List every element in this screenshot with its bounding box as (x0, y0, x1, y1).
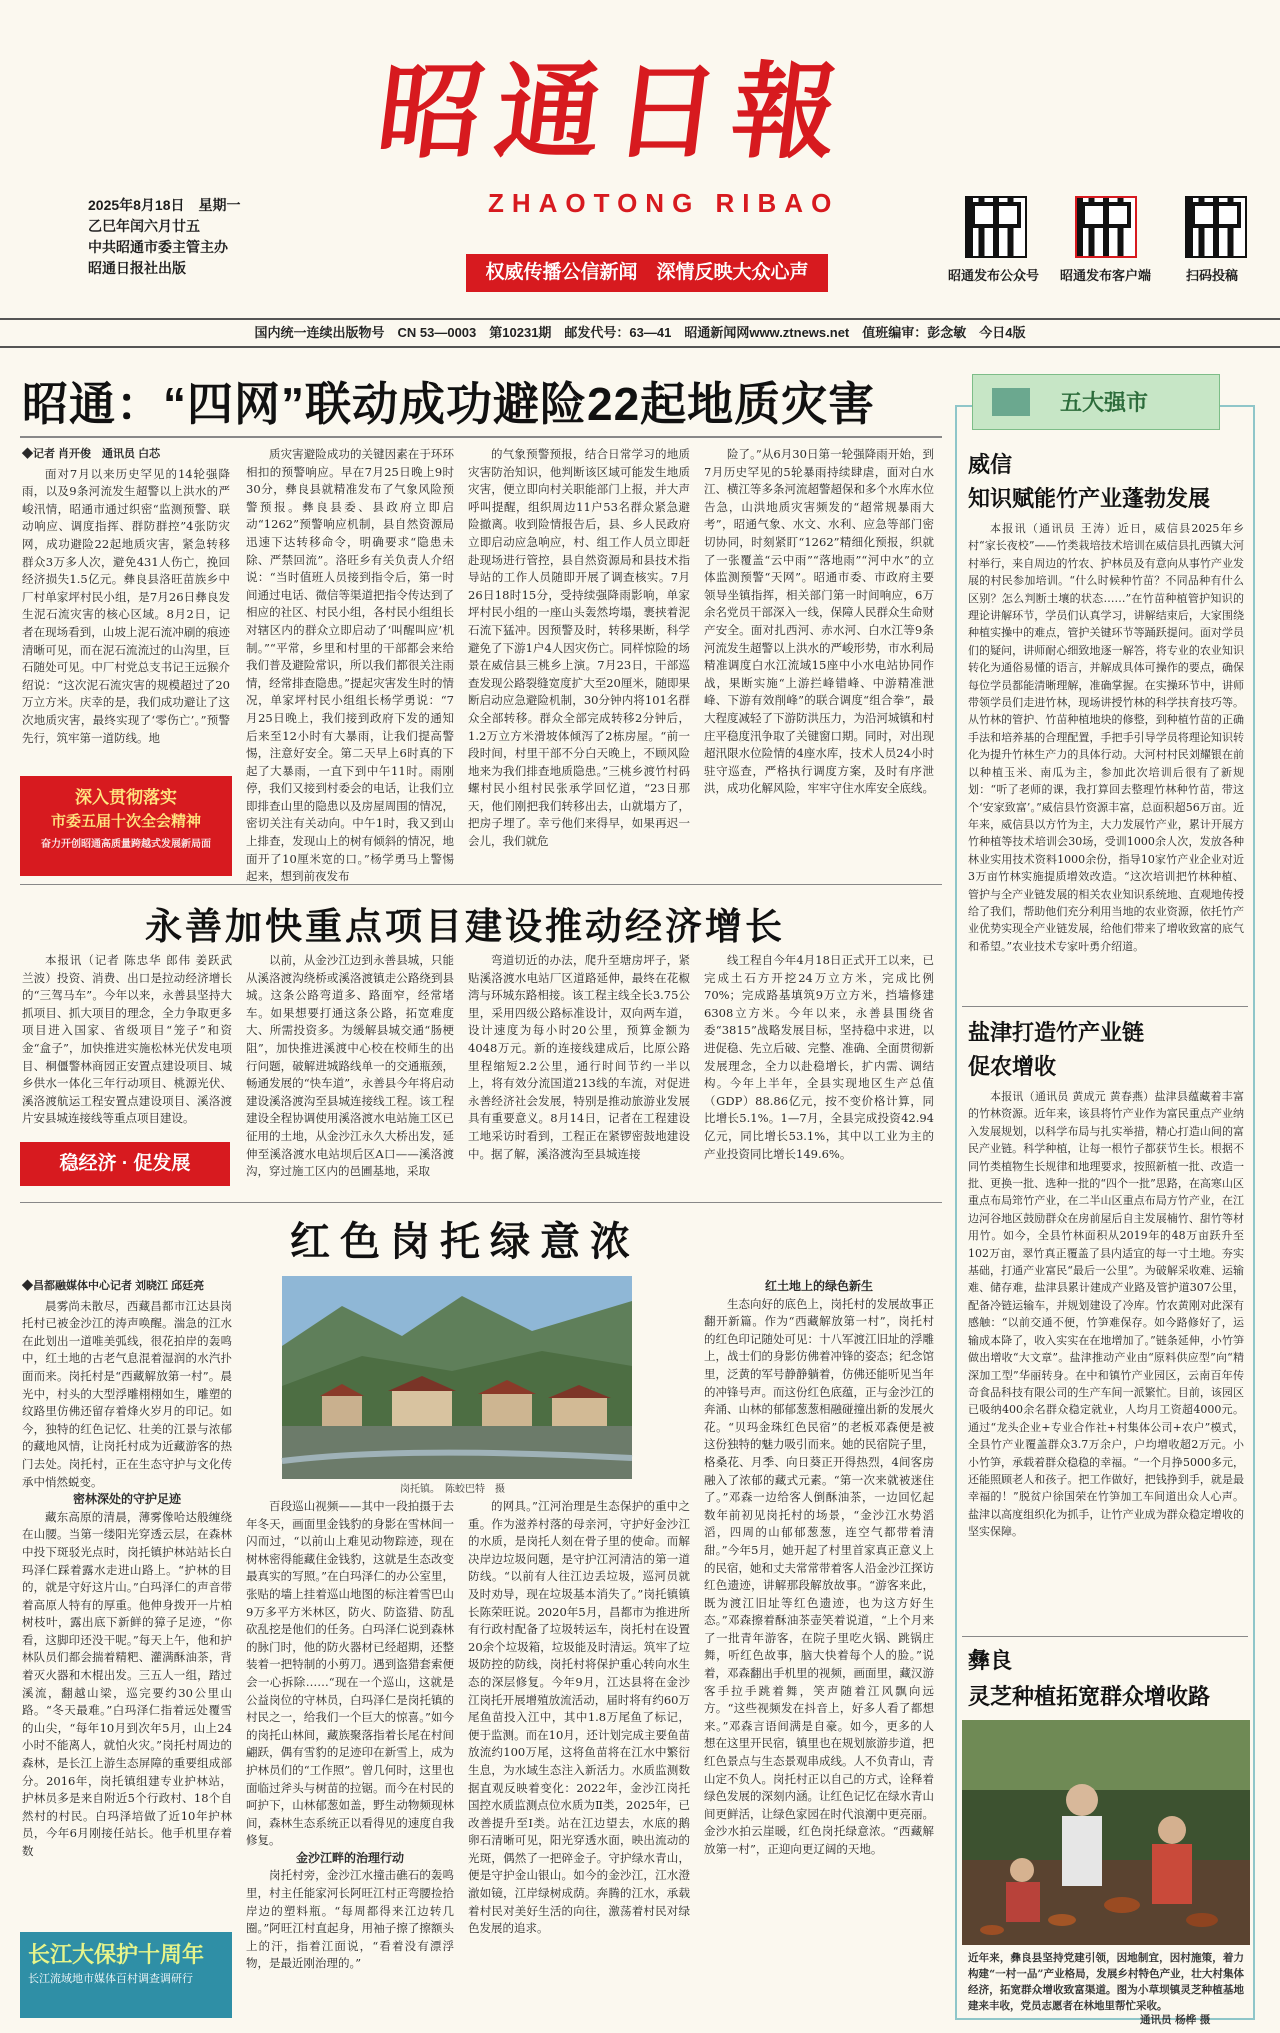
headline-article3[interactable]: 红色岗托绿意浓 (290, 1220, 640, 1264)
date-line: 2025年8月18日 星期一 (88, 197, 241, 213)
byline: ◆记者 肖开俊 通讯员 白芯 (22, 448, 161, 460)
sidebar-art1-title[interactable]: 知识赋能竹产业蓬勃发展 (968, 486, 1211, 511)
promo-box-congress[interactable] (20, 776, 232, 876)
headline-article1[interactable]: 昭通：“四网”联动成功避险22起地质灾害 (22, 378, 876, 430)
promo-line: 市委五届十次全会精神 (50, 813, 201, 830)
photo-lingzhi-harvest[interactable] (962, 1720, 1250, 1945)
subheading: 红土地上的绿色新生 (764, 1279, 873, 1293)
building-icon (992, 388, 1030, 416)
article1-col4 (704, 446, 934, 876)
article1-col1 (22, 446, 230, 762)
sidebar-art1-text (968, 520, 1244, 998)
qr-label: 昭通发布客户端 (1060, 268, 1152, 283)
photo-caption: 岗托镇。 陈蛟巴特 摄 (400, 1484, 505, 1495)
article2-col4 (704, 952, 934, 1194)
promo-line: 深入贯彻落实 (75, 788, 177, 807)
headline-article2[interactable]: 永善加快重点项目建设推动经济增长 (145, 906, 785, 947)
sidebar-art2-title[interactable]: 促农增收 (968, 1054, 1057, 1079)
promo-box-economy[interactable]: 稳经济 · 促发展 (20, 1142, 230, 1186)
article-text: 面对7月以来历史罕见的14轮强降雨，以及9条河流发生超警以上洪水的严峻汛情，昭通市通过织密“监测预警、联动响应、调度指挥、群防群控”4张防灾网，成功避险22起地质灾害，紧急转移群众3万多人次，避免431人伤亡，挽回经济损失1.5亿元。彝良县洛旺苗族乡中厂村单家坪村民小组，是7月26日彝良发生泥石流灾害的核心区域。8月2日，记者在现场看到，山坡上泥石流冲刷的痕迹清晰可见，而在泥石流流过的山沟里，巨石随处可见。中厂村党总支书记王远猴介绍说：“这次泥石流灾害的规模超过了20万立方米。庆幸的是，我们成功避让了这次地质灾害，最终实现了‘零伤亡’。”预警先行，筑牢第一道防线。地 (22, 466, 230, 745)
qr-code-icon[interactable] (1075, 196, 1137, 258)
qr-label: 扫码投稿 (1186, 268, 1239, 283)
article-text: 晨雾尚未散尽，西藏昌都市江达县岗托村已被金沙江的涛声唤醒。湍急的江水在此划出一道唯美弧线，很花拍岸的轰鸣中，红土地的古老气息混着湿润的水汽扑面而来。岗托村是“西藏解放第一村”。晨光中，村头的大型浮雕栩栩如生，雕塑的纹路里仿佛还留存着烽火岁月的印记。如今，独特的红色记忆、壮美的江景与浓郁的藏地风情，让岗托村成为近藏游客的热门去处。岗托村，正在生态守护与文化传承中悄然蜕变。 (22, 1298, 232, 1489)
article-text: 以前，从金沙江边到永善县城，只能从溪洛渡沟绕桥或溪洛渡镇走公路绕到县城。这条公路弯道多、路面窄，经常堵车。如果想要打通这条公路，拓宽难度大、所需投资多。为缓解县城交通“肠梗阻”，加快推进溪渡中心校在校师生的出行问题，破解进城路线单一的交通瓶颈，畅通发展的“快车道”，永善县今年将启动建设溪洛渡沟至县城连接线工程。该工程建设全程协调使用溪洛渡水电站施工区已征用的土地，从金沙江永久大桥出发，延伸至溪洛渡水电站坝后区A口——溪洛渡沟，穿过施工区内的邑圃基地，采取 (246, 953, 454, 1179)
article3-col3 (468, 1498, 690, 2018)
article3-col4 (704, 1278, 934, 2018)
article2-col2 (246, 952, 454, 1194)
publisher-line: 昭通日报社出版 (88, 260, 186, 276)
divider (962, 1636, 1248, 1637)
divider (20, 436, 942, 438)
article-text: 岗托村旁，金沙江水撞击礁石的轰鸣里，村主任能家河长阿旺江村正弯腰捡拾岸边的塑料瓶。“每周都得来江边转几圈。”阿旺江村直起身，用袖子擦了擦额头上的汗，指着江面说，“看着没有漂浮物，是最近刚治理的。” (246, 1868, 454, 1971)
lingzhi-photo-image (962, 1720, 1250, 1945)
promo-box-yangtze[interactable] (20, 1932, 232, 2018)
village-photo-image (282, 1276, 632, 1479)
article-text: 百段巡山视频——其中一段拍摄于去年冬天，画面里金钱豹的身影在雪林间一闪而过，“以前山上难见动物踪迹，现在树林密得能藏住金钱豹，这就是生态改变最真实的写照。”在白玛泽仁的办公室里，张贴的墙上挂着巡山地图的标注着雪巴山9万多平方米林区，防火、防盗猎、防乱砍乱挖是他们的任务。白玛泽仁说到森林的脉门时，他的防火器材已经超期，还整装着一把特制的小剪刀。遇到盗猎套索便会一心拆除……“现在一个巡山，这就是公益岗位的守林员，白玛泽仁是岗托镇的村民之一，给我们一个巨大的惊喜。”如今的岗托山林间，藏族聚落指着长尾在村间翩跃，偶有雪豹的足迹印在新雪上，成为护林员们的“工作照”。曾几何时，这里也面临过斧头与树苗的拉锯。而今在村民的呵护下，山林郁葱如盖，野生动物频现林间，森林生态系统正以看得见的速度自我修复。 (246, 1499, 454, 1848)
sidebar-art1-place: 威信 (968, 452, 1013, 477)
sponsor-line: 中共昭通市委主管主办 (88, 239, 228, 255)
slogan-banner: 权威传播公信新闻 深情反映大众心声 (466, 254, 828, 292)
article1-col3 (468, 446, 690, 876)
qr-code-icon[interactable] (965, 196, 1027, 258)
article2-col3 (468, 952, 690, 1194)
article2-col1 (22, 952, 232, 1132)
subheading: 密林深处的守护足迹 (72, 1492, 181, 1507)
sidebar-art2-text (968, 1088, 1244, 1628)
article-text: 生态向好的底色上，岗托村的发展故事正翻开新篇。作为“西藏解放第一村”，岗托村的红色印记随处可见：十八军渡江旧址的浮雕上，战士们的身影仿佛着冲锋的姿态；纪念馆里，泛黄的军号静静躺着，仿佛还能听见当年的冲锋号声。而这份红色底蕴，正与金沙江的奔涌、山林的郁郁葱葱相融碰撞出新的发展火花。“贝玛金珠红色民宿”的老板邓森便是被这份独特的魅力吸引而来。她的民宿院子里，格桑花、月季、向日葵正开得热烈，4间客房融入了浓郁的藏式元素。“第一次来就被迷住了。”邓森一边给客人倒酥油茶，一边回忆起数年前初见岗托村的场景，“金沙江水势滔滔，四周的山郁郁葱葱，连空气都带着清甜。”今年5月，她开起了村里首家真正意义上的民宿，她和丈夫常常带着客人沿金沙江探访红色遗迹，讲解那段解放故事。“游客来此，既为渡江旧址等红色遗迹，也为这方好生态。”邓森擦着酥油茶壶笑着说道，“上个月来了一批青年游客，在院子里吃火锅、跳锅庄舞，听红色故事，脑大快着每个人的脸。”说着，邓森翻出手机里的视频，画面里，藏汉游客手拉手跳着舞，笑声随着江风飘向远方。“这些视频发在抖音上，好多人看了都想来。”邓森言语间满是自豪。如今，更多的人想在这里开民宿，镇里也在规划旅游步道，把红色景点与生态景观串成线。人不负青山，青山定不负人。岗托村正以自己的方式，诠释着绿色发展的深刻内涵。让红色记忆在绿水青山间更鲜活，让绿色家园在时代浪潮中更亮丽。金沙水拍云崖暖，红色岗托绿意浓。“西藏解放第一村”，正迎向更辽阔的天地。 (704, 1296, 934, 1856)
article-text: 本报讯（通讯员 黄成元 黄春燕）盐津县蕴藏着丰富的竹林资源。近年来，该县将竹产业作为富民重点产业纳入发展规划，以科学布局与扎实举措，精心打造山间的富民产业链。科学种植，让每一根竹子都获节生长。根据不同竹类植物生长规律和地理要求，按照新植一批、改造一批、更换一批、选种一批的“四个一批”思路，在高寒山区重点布局筇竹产业，在二半山区重点布局方竹产业，在江边河谷地区鼓励群众在房前屋后自主发展楠竹、甜竹等材用竹。如今，全县竹林面积从2019年的48万亩跃升至102万亩，翠竹真正覆盖了县内适宜的每一寸土地。夯实基础，打通产业富民“最后一公里”。为破解采收难、运输难、储存难，盐津县累计建成产业路及管护道307公里，配备冷链运输车，并规划建设了冷库。竹农黄刚对此深有感触：“以前交通不便，竹笋难保存。如今路修好了，运输成本降了，收入实实在在地增加了。”链条延伸，小竹笋做出增收“大文章”。盐津推动产业由“原料供应型”向“精深加工型”华丽转身。在中和镇竹产业园区，云南百年传奇食品科技有限公司的生产车间一派繁忙。目前，该园区已吸纳400余名群众稳定就业，人均月工资超4000元。通过“龙头企业+专业合作社+村集体公司+农户”模式，全县竹产业覆盖群众3.7万余户，户均增收超2万元。小小竹笋，承载着群众稳稳的幸福。“一个月挣5000多元，还能照顾老人和孩子。把工作做好，把钱挣到手，就是最幸福的！”脱贫户徐国荣在竹笋加工车间道出众人心声。盐津以高度组织化为抓手，让竹产业成为群众稳定增收的坚实保障。 (968, 1090, 1244, 1539)
caption-text: 近年来，彝良县坚持党建引领，因地制宜，因村施策，着力构建“一村一品”产业格局，发展乡村特色产业，壮大村集体经济，拓宽群众增收致富渠道。图为小草坝镇灵芝种植基地建来丰收，党员志愿者在林地里帮忙采收。 (968, 1952, 1244, 2012)
sidebar-art3-place: 彝良 (968, 1648, 1013, 1673)
article1-col2 (246, 446, 454, 884)
article-text: 的气象预警预报，结合日常学习的地质灾害防治知识，他判断该区域可能发生地质灾害，便立即向村关职能部门上报，并大声呼叫提醒，组织周边11户53名群众紧急避险撤离。收到险情报告后，县、乡人民政府立即启动应急响应，村、组工作人员立即赶赴现场进行管控，县自然资源局和县技术指导站的工作人员随即开展了调查核实。7月26日18时15分，受持续强降雨影响，单家坪村民小组的一座山头轰然垮塌，裹挟着泥石流下猛冲。因预警及时，转移果断，科学避免了下游1户4人因灾伤亡。同样惊险的场景在威信县三桃乡上演。7月23日，干部巡查发现公路裂缝宽度扩大至20厘米，随即果断启动应急避险机制，30分钟内将101名群众全部转移。群众全部完成转移2分钟后，1.2万立方米滑坡体倾泻了2栋房屋。“前一段时间，村里干部不分白天晚上，不顾风险地来为我们排查地质隐患。”三桃乡渡竹村码螺村民小组村民张承学回忆道，“23日那天，他们刚把我们转移出去，山就塌方了，把房子埋了。幸亏他们来得早，如果再迟一会儿，我们就危 (468, 447, 690, 849)
article-text: 险了。”从6月30日第一轮强降雨开始，到7月历史罕见的5轮暴雨持续肆虐，面对白水江、横江等多条河流超警超保和多个水库水位告急，山洪地质灾害频发的“超常规暴雨大考”，昭通气象、水文、水利、应急等部门密切协同，时刻紧盯“1262”精细化预报，织就了一张覆盖“云中雨”“落地雨”“河中水”的立体监测预警“天网”。昭通市委、市政府主要领导坐镇指挥，相关部门第一时间响应，6万余名党员干部深入一线，保障人民群众生命财产安全。面对扎西河、赤水河、白水江等9条河流发生超警以上洪水的严峻形势，市水利局精准调度白水江流域15座中小水电站协同作战，果断实施“上游拦峰错峰、中游精准泄峰、下游有效削峰”的联合调度“组合拳”，最大程度减轻了下游防洪压力，为沿河城镇和村庄平稳度汛争取了关键窗口期。同时，对出现超汛限水位险情的4座水库，技术人员24小时驻守巡查，严格执行调度方案，及时有序泄洪，成功化解风险，牢牢守住水库安全底线。 (704, 447, 934, 796)
divider (20, 884, 942, 885)
sidebar-art3-caption (968, 1950, 1244, 2014)
sidebar-art3-title[interactable]: 灵芝种植拓宽群众增收路 (968, 1684, 1211, 1709)
newspaper-pinyin: ZHAOTONG RIBAO (488, 188, 840, 218)
sidebar-header-title: 五大强市 (1060, 390, 1149, 416)
promo-subtitle: 长江流域地市媒体百村调查调研行 (28, 1973, 193, 1985)
qr-code-icon[interactable] (1185, 196, 1247, 258)
issue-info (88, 195, 241, 279)
article-text: 本报讯（记者 陈忠华 郎伟 姜跃武 兰波）投资、消费、出口是拉动经济增长的“三驾马车”。今年以来，永善县坚持大抓项目、抓大项目的理念，全力争取更多项目进入国家、省级项目“笼子”和资金“盒子”，加快推进实施松林光伏发电项目、桐僵警林商园正安置点建设项目、城乡供水一体化三年行动项目、桃源光伏、溪洛渡航运工程安置点建设项目、溪洛渡片安县城连接线等重点项目建设。 (22, 953, 232, 1126)
photo-credit: 通讯员 杨桦 摄 (1140, 2014, 1211, 2026)
divider (962, 1006, 1248, 1007)
article-text: 本报讯（通讯员 王涛）近日，威信县2025年乡村“家长夜校”——竹类栽培技术培训在威信县扎西镇大河村举行，来自周边的竹农、护林员及有意向从事竹产业发展的村民参加培训。“什么时候种竹苗？不同品种有什么区别？怎么判断土壤的状态……”在竹苗种植管护知识的理论讲解环节，学员们认真学习，讲解结束后，大家围绕种植实操中的难点，管护关键环节等踊跃提问。面对学员们的疑问，讲师耐心细致地逐一解答，将专业的农业知识转化为通俗易懂的语言，并解成具体可操作的要点，确保每位学员都能清晰理解，准确掌握。在实操环节中，讲师带领学员们走进竹林，现场讲授竹林的科学扶育技巧等。从竹林的管护、竹苗种植地块的修整，到种植竹苗的正确手法和培养基的合理配置，手把手引导学员将理论知识转化为提升竹林生产力的具体行动。大河村村民刘耀银在前以种植玉米、南瓜为主，参加此次培训后很有了新规划：“听了老师的课，我打算回去整理竹林种竹苗，带这个‘安家致富’。”威信县竹资源丰富，总面积超56万亩。近年来，威信县以方竹为主，大力发展竹产业，累计开展方竹种植等技术培训会30场，受训1000余人次，发放各种林业实用技术资料1000余份，指导10家竹产业企业对近3万亩竹林实施提质增效改造。“这次培训把竹林种植、管护与全产业链发展的相关农业知识系统地、直观地传授给了我们，帮助他们充分利用当地的农业资源，依托竹产业优势实现全产业链发展，给他们带来了增收致富的底气和希望。”农业技术专家叶勇介绍道。 (968, 522, 1244, 953)
article3-col2 (246, 1498, 454, 2018)
subheading: 金沙江畔的治理行动 (295, 1850, 404, 1865)
promo-title: 长江大保护十周年 (28, 1942, 205, 1967)
publication-info-bar: 国内统一连续出版物号 CN 53—0003 第10231期 邮发代号：63—41 昭通新闻网www.ztnews.net 值班编审：彭念敏 今日4版 (0, 318, 1280, 348)
newspaper-title: 昭通日報 (371, 50, 859, 173)
article-text: 质灾害避险成功的关键因素在于环环相扣的预警响应。早在7月25日晚上9时30分，彝良县就精准发布了气象风险预警预报。彝良县委、县政府立即启动“1262”预警响应机制，县自然资源局迅速下达转移命令，明确要求“隐患未除、严禁回流”。洛旺乡有关负责人介绍说：“当时值班人员接到指令后，第一时间通过电话、微信等渠道把指令传达到了相应的社区、村民小组，各村民小组组长对辖区内的群众立即启动了‘叫醒叫应’机制。”“平常，乡里和村里的干部都会来给我们普及避险常识，所以我们都很关注雨情，经常排查隐患。”提起灾害发生时的情况，单家坪村民小组组长杨学勇说：“7月25日晚上，我们接到政府下发的通知后来至12小时有大暴雨，让我们提高警惕，注意好安全。第二天早上6时真的下起了大暴雨，一直下到中午11时。雨刚停，我们又接到村委会的电话，让我们立即排查山里的隐患以及房屋周围的情况，密切关注有关动向。中午1时，我又到山上排查，发现山上的树有倾斜的情况，地面开了10厘米宽的口。”杨学勇马上警惕起来，想到前夜发布 (246, 447, 454, 884)
photo-gangtuo-village[interactable] (282, 1276, 632, 1479)
article-text: 藏东高原的清晨，薄雾像哈达般缠绕在山腰。当第一缕阳光穿透云层，在森林中投下斑驳光点时，岗托镇护林站站长白玛泽仁踩着露水走进山路上。“护林的目的，就是守好这片山。”白玛泽仁的声音带着高原人特有的厚重。他伸身拨开一片柏树枝叶，露出底下新鲜的獐子足迹，“你看，这脚印还没干呢。”每天上午，他和护林队员们都会揣着精粑、灌满酥油茶，背着灭火器和木棍出发。三五人一组，踏过溪流，翻越山梁，巡完要约30公里山路。“冬天最难。”白玛泽仁指着远处覆雪的山尖，“每年10月到次年5月，山上24小时不能离人，就怕火灾。”岗托村周边的森林，是长江上游生态屏障的重要组成部分。2016年，岗托镇组建专业护林站，护林员多是来自附近5个行政村、18个自然村的村民。白玛泽培做了近10年护林员，今年6月刚接任站长。他手机里存着数 (22, 1509, 232, 1858)
article-text: 线工程自今年4月18日正式开工以来，已完成土石方开挖24万立方米，完成比例70%；完成路基填筑9万立方米，挡墙修建6308立方米。今年以来，永善县围绕省委“3815”战略发展目标，坚持稳中求进，以进促稳、先立后破、完整、准确、全面贯彻新发展理念，全力以赴稳增长，扩内需、调结构。今年上半年，全县实现地区生产总值（GDP）88.86亿元，按不变价格计算，同比增长5.1%。1—7月，全县完成投资42.94亿元，同比增长53.1%，其中以工业为主的产业投资同比增长149.6%。 (704, 953, 934, 1161)
article3-col1 (22, 1278, 232, 1923)
divider (20, 1202, 942, 1203)
sidebar-art2-place: 盐津打造竹产业链 (968, 1020, 1145, 1045)
promo-line: 奋力开创昭通高质量跨越式发展新局面 (41, 839, 211, 850)
byline: ◆昌都融媒体中心记者 刘晓江 邱廷亮 (22, 1280, 205, 1292)
article-text: 弯道切近的办法，爬升至塘房坪子，紧贴溪洛渡水电站厂区道路延伸，最终在花椒湾与环城东路相接。该工程主线全长3.75公里，采用四级公路标准设计，双向两车道，设计速度为每小时20公里，预算金额为4048万元。新的连接线建成后，比原公路里程缩短2.2公里，通行时间节约一半以上，将有效分流国道213线的车流，对促进永善经济社会发展，特别是推动旅游业发展具有重要意义。8月14日，记者在工程建设工地采访时看到，工程正在紧锣密鼓地建设中。据了解，溪洛渡沟至县城连接 (468, 953, 690, 1161)
qr-label: 昭通发布公众号 (948, 268, 1040, 283)
lunar-line: 乙巳年闰六月廿五 (88, 218, 200, 234)
article-text: 的网具。”江河治理是生态保护的重中之重。作为滋养村落的母亲河，守护好金沙江的水质，是岗托人刻在骨子里的使命。而解决岸边垃圾问题，是守护江河清洁的第一道防线。“以前有人往江边丢垃圾，巡河员就及时劝导，现在垃圾基本消失了。”岗托镇镇长陈荣旺说。2020年5月，昌都市为推进所有行政村配备了垃圾转运车，岗托村在设置20余个垃圾箱，垃圾能及时清运。筑牢了垃圾防控的防线，岗托村将保护重心转向水生态的深层修复。今年9月，江达县将在金沙江岗托开展增殖放流活动，届时将有约60万尾鱼苗投入江中，其中1.8万尾鱼了标记，便于监测。而在10月，还计划完成主要鱼苗放流约100万尾，这将鱼苗将在江水中繁衍生息，为水域生态注入新活力。水质监测数据直观反映着变化：2022年，金沙江岗托国控水质监测点位水质为Ⅱ类，2025年，已改善提升至Ⅰ类。站在江边望去，水底的鹅卵石清晰可见，阳光穿透水面，映出流动的光斑，偶然了一把碎金子。守护绿水青山，便是守护金山银山。如今的金沙江，江水澄澈如镜，江岸绿树成荫。奔腾的江水，承载着村民对美好生活的向往，激荡着村民对绿色发展的追求。 (468, 1499, 690, 1936)
masthead (0, 0, 1280, 300)
